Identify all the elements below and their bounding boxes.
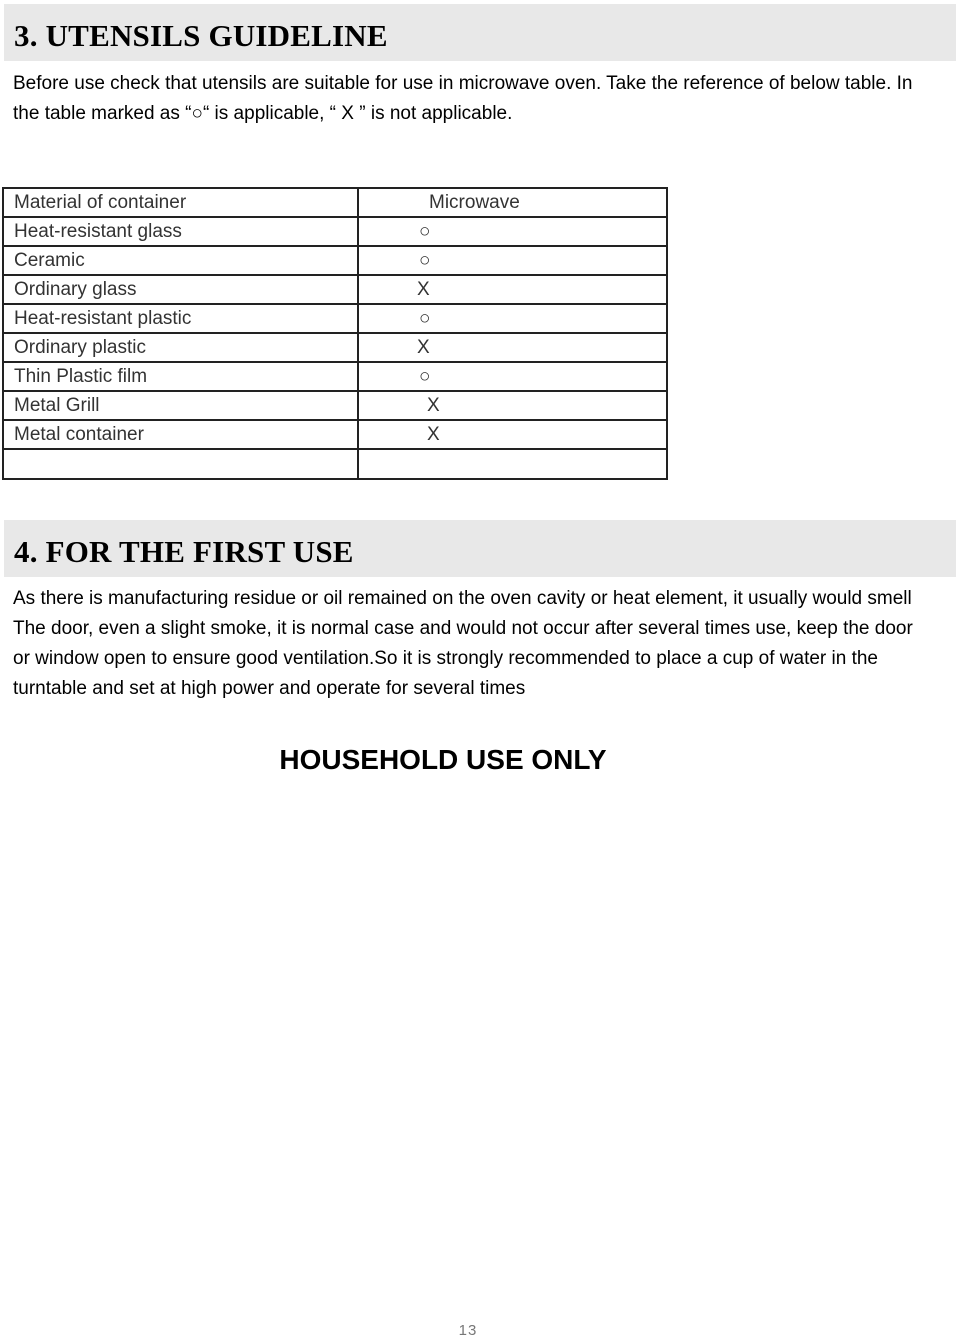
- material-cell: Heat-resistant glass: [3, 217, 358, 246]
- material-cell: Ordinary plastic: [3, 333, 358, 362]
- microwave-mark-cell: X: [358, 420, 667, 449]
- microwave-mark-cell: X: [358, 391, 667, 420]
- microwave-mark-cell: ○: [358, 304, 667, 333]
- household-notice: HOUSEHOLD USE ONLY: [279, 744, 607, 775]
- paragraph-line: turntable and set at high power and operate for several times: [13, 678, 526, 699]
- table-row: [3, 275, 667, 304]
- intro-line: Before use check that utensils are suitable for use in microwave oven. Take the reference of below table. In: [13, 73, 913, 94]
- empty-cell: [358, 449, 667, 479]
- intro-line: the table marked as “○“ is applicable, “ X ” is not applicable.: [13, 103, 513, 124]
- table-empty-row: [3, 449, 667, 479]
- microwave-mark-cell: ○: [358, 246, 667, 275]
- table-row: [3, 420, 667, 449]
- material-cell: Heat-resistant plastic: [3, 304, 358, 333]
- material-cell: Metal container: [3, 420, 358, 449]
- utensils-intro: [13, 69, 958, 129]
- table-header-row: [3, 188, 667, 217]
- first-use-paragraph: [13, 584, 958, 704]
- microwave-mark-cell: ○: [358, 217, 667, 246]
- section-3-title: 3. UTENSILS GUIDELINE: [14, 18, 388, 53]
- microwave-mark-cell: X: [358, 275, 667, 304]
- table-row: [3, 333, 667, 362]
- microwave-mark-cell: X: [358, 333, 667, 362]
- section-4-header: [4, 520, 956, 577]
- empty-cell: [3, 449, 358, 479]
- header-microwave: Microwave: [358, 188, 667, 217]
- table-row: [3, 391, 667, 420]
- section-3-header: [4, 4, 956, 61]
- paragraph-line: As there is manufacturing residue or oil remained on the oven cavity or heat element, it usually would smell: [13, 588, 912, 609]
- material-cell: Ordinary glass: [3, 275, 358, 304]
- header-material: Material of container: [3, 188, 358, 217]
- section-4-title: 4. FOR THE FIRST USE: [14, 534, 354, 569]
- table-row: [3, 362, 667, 391]
- paragraph-line: or window open to ensure good ventilation.So it is strongly recommended to place a cup of water in the: [13, 648, 879, 669]
- material-cell: Thin Plastic film: [3, 362, 358, 391]
- material-cell: Metal Grill: [3, 391, 358, 420]
- page-number: 13: [458, 1322, 478, 1339]
- paragraph-line: The door, even a slight smoke, it is normal case and would not occur after several times use, keep the door: [13, 618, 913, 639]
- table-row: [3, 304, 667, 333]
- microwave-mark-cell: ○: [358, 362, 667, 391]
- table-row: [3, 217, 667, 246]
- material-cell: Ceramic: [3, 246, 358, 275]
- table-row: [3, 246, 667, 275]
- utensils-table: [2, 187, 668, 480]
